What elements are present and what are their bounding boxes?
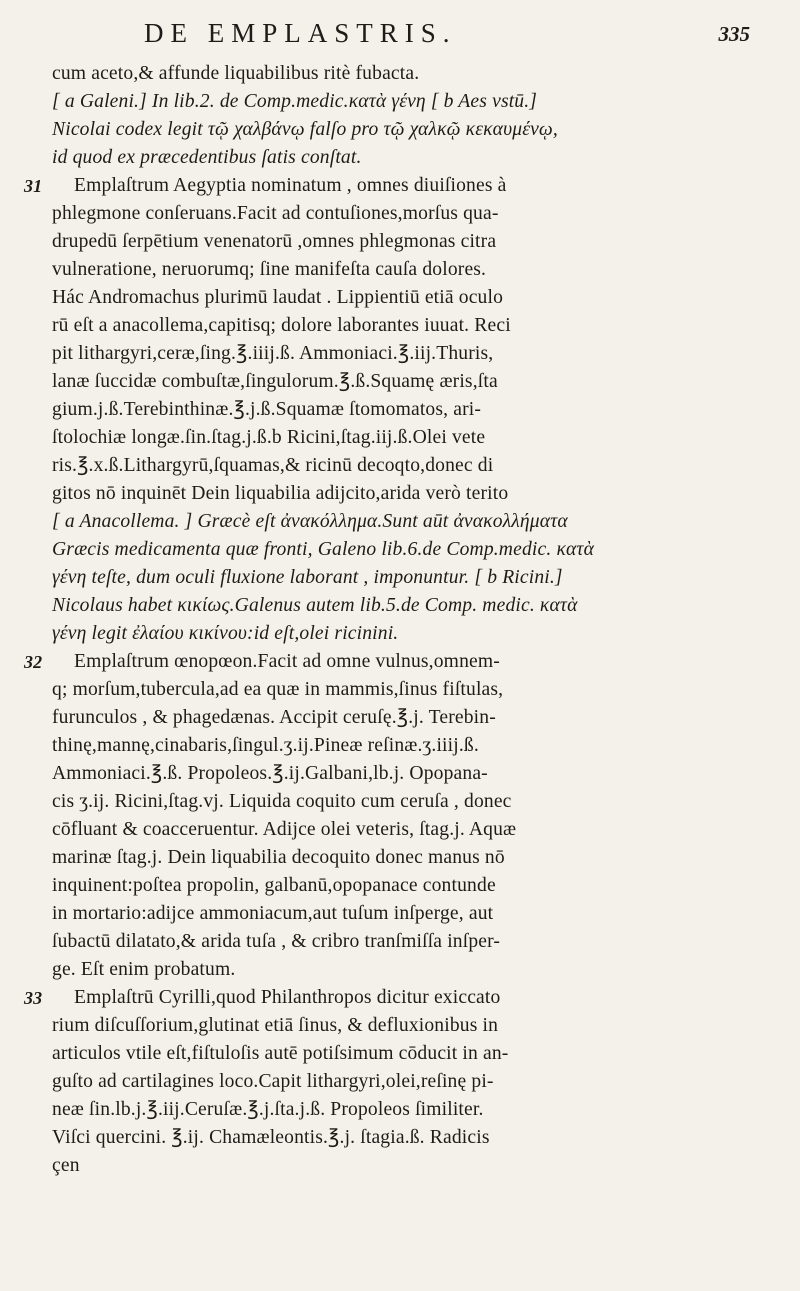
line-text: marinæ ſtag.j. Dein liquabilia decoquito donec manus nō	[52, 847, 505, 868]
line-text: furunculos , & phagedænas. Accipit ceruſę.℥.j. Terebin-	[52, 707, 496, 728]
annotation-line	[52, 536, 760, 564]
text-line	[24, 172, 760, 200]
line-text: Emplaſtrum œnopœon.Facit ad omne vulnus,omnem-	[74, 651, 500, 672]
text-line	[24, 648, 760, 676]
line-text: gitos nō inquinēt Dein liquabilia adijcito,arida verò terito	[52, 483, 509, 504]
text-line	[52, 312, 760, 340]
line-text: Viſci quercini. ℥.ij. Chamæleontis.℥.j. ſtagia.ß. Radicis	[52, 1127, 490, 1148]
entry-number: 31	[24, 176, 43, 196]
annotation-line	[52, 144, 760, 172]
line-text: ris.℥.x.ß.Lithargyrū,ſquamas,& ricinū decoqto,donec di	[52, 455, 494, 476]
line-text: Ammoniaci.℥.ß. Propoleos.℥.ij.Galbani,lb.j. Opopana-	[52, 763, 488, 784]
line-text: pit lithargyri,ceræ,ſing.℥.iiij.ß. Ammoniaci.℥.iij.Thuris,	[52, 343, 494, 364]
line-text: drupedū ſerpētium venenatorū ,omnes phlegmonas citra	[52, 231, 497, 252]
page-header	[52, 18, 760, 54]
text-line	[52, 60, 760, 88]
line-text: Græcis medicamenta quæ fronti, Galeno lib.6.de Comp.medic. κατὰ	[52, 539, 595, 560]
text-line	[52, 1012, 760, 1040]
line-text: cum aceto,& affunde liquabilibus ritè fubacta.	[52, 63, 420, 84]
text-line	[52, 340, 760, 368]
entry-number: 32	[24, 652, 43, 672]
line-text: q; morſum,tubercula,ad ea quæ in mammis,ſinus fiſtulas,	[52, 679, 504, 700]
line-text: γένη legit ἐλαίου κικίνου:id eſt,olei ricinini.	[52, 623, 399, 644]
annotation-line	[52, 88, 760, 116]
text-line	[52, 228, 760, 256]
text-line	[52, 1152, 760, 1180]
line-text: [ a Anacollema. ] Græcè eſt ἀνακόλλημα.Sunt aūt ἀνακολλήματα	[52, 511, 568, 532]
line-text: Nicolaus habet κικίως.Galenus autem lib.5.de Comp. medic. κατὰ	[52, 595, 578, 616]
line-text: Emplaſtrum Aegyptia nominatum , omnes diuiſiones à	[74, 175, 507, 196]
line-text: ſubactū dilatato,& arida tuſa , & cribro tranſmiſſa inſper-	[52, 931, 501, 952]
line-text: guſto ad cartilagines loco.Capit lithargyri,olei,reſinę pi-	[52, 1071, 494, 1092]
line-text: lanæ ſuccidæ combuſtæ,ſingulorum.℥.ß.Squamę æris,ſta	[52, 371, 498, 392]
text-line	[52, 732, 760, 760]
body-text	[24, 60, 760, 1180]
annotation-line	[52, 564, 760, 592]
text-line	[52, 368, 760, 396]
line-text: gium.j.ß.Terebinthinæ.℥.j.ß.Squamæ ſtomomatos, ari-	[52, 399, 482, 420]
line-text: cōfluant & coacceruentur. Adijce olei veteris, ſtag.j. Aquæ	[52, 819, 517, 840]
line-text: çen	[52, 1155, 80, 1176]
line-text: rium diſcuſſorium,glutinat etiā ſinus, & defluxionibus in	[52, 1015, 499, 1036]
annotation-line	[52, 116, 760, 144]
text-line	[52, 452, 760, 480]
text-line	[52, 872, 760, 900]
text-line	[52, 480, 760, 508]
text-line	[52, 816, 760, 844]
line-text: inquinent:poſtea propolin, galbanū,opopanace contunde	[52, 875, 496, 896]
text-line	[52, 900, 760, 928]
line-text: thinę,mannę,cinabaris,ſingul.ʒ.ij.Pineæ reſinæ.ʒ.iiij.ß.	[52, 735, 479, 756]
line-text: phlegmone conſeruans.Facit ad contuſiones,morſus qua-	[52, 203, 499, 224]
text-line	[52, 788, 760, 816]
line-text: neæ ſin.lb.j.℥.iij.Ceruſæ.℥.j.ſta.j.ß. Propoleos ſimiliter.	[52, 1099, 484, 1120]
annotation-line	[52, 592, 760, 620]
line-text: ge. Eſt enim probatum.	[52, 959, 236, 980]
line-text: vulneratione, neruorumq; ſine manifeſta cauſa dolores.	[52, 259, 487, 280]
line-text: ſtolochiæ longæ.ſin.ſtag.j.ß.b Ricini,ſtag.iij.ß.Olei vete	[52, 427, 486, 448]
text-line	[52, 956, 760, 984]
text-line	[52, 1124, 760, 1152]
line-text: articulos vtile eſt,fiſtuloſis autē potiſsimum cōducit in an-	[52, 1043, 509, 1064]
text-line	[24, 984, 760, 1012]
page-number: 335	[718, 22, 750, 46]
line-text: id quod ex præcedentibus ſatis conſtat.	[52, 147, 362, 168]
text-line	[52, 200, 760, 228]
text-line	[52, 676, 760, 704]
entry-number: 33	[24, 988, 43, 1008]
text-line	[52, 760, 760, 788]
text-line	[52, 844, 760, 872]
line-text: Emplaſtrū Cyrilli,quod Philanthropos dicitur exiccato	[74, 987, 501, 1008]
text-line	[52, 928, 760, 956]
annotation-line	[52, 508, 760, 536]
text-line	[52, 1068, 760, 1096]
annotation-line	[52, 620, 760, 648]
line-text: cis ʒ.ij. Ricini,ſtag.vj. Liquida coquito cum ceruſa , donec	[52, 791, 512, 812]
running-head: DE EMPLASTRIS.	[144, 18, 457, 48]
line-text: rū eſt a anacollema,capitisq; dolore laborantes iuuat. Reci	[52, 315, 511, 336]
line-text: [ a Galeni.] In lib.2. de Comp.medic.κατὰ γένη [ b Aes vstū.]	[52, 91, 538, 112]
text-line	[52, 396, 760, 424]
line-text: in mortario:adijce ammoniacum,aut tuſum inſperge, aut	[52, 903, 494, 924]
text-line	[52, 1040, 760, 1068]
text-line	[52, 256, 760, 284]
line-text: Nicolai codex legit τῷ χαλβάνῳ falſo pro τῷ χαλκῷ κεκαυμένῳ,	[52, 119, 558, 140]
text-line	[52, 1096, 760, 1124]
text-line	[52, 704, 760, 732]
line-text: γένη teſte, dum oculi fluxione laborant , imponuntur. [ b Ricini.]	[52, 567, 563, 588]
text-line	[52, 284, 760, 312]
text-line	[52, 424, 760, 452]
line-text: Hác Andromachus plurimū laudat . Lippientiū etiā oculo	[52, 287, 504, 308]
